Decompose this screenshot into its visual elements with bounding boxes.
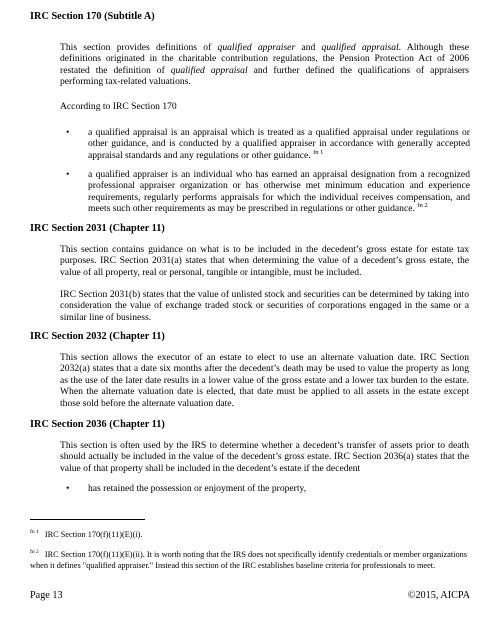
- copyright-notice: ©2015, AICPA: [407, 590, 470, 601]
- section-heading-2036: IRC Section 2036 (Chapter 11): [30, 419, 165, 430]
- section-170-paragraph: This section provides definitions of qualified appraiser and qualified appraisal. Although these definitions originated in the charitable contribution regulations, the Pension Protection Act of 2006 restated the definition of qualified appraisal and further defined the qualifications of appraisers performing tax-related valuations.: [60, 42, 469, 88]
- section-170-bullet-1: a qualified appraisal is an appraisal which is treated as a qualified appraisal under regulations or other guidance, and is conducted by a qualified appraiser in accordance with generally accepted appraisal standards and any regulations or other guidance. $^{fn 1}$: [88, 127, 470, 161]
- section-170-bullet-2: a qualified appraiser is an individual who has earned an appraisal designation from a recognized professional appraiser organization or has otherwise met minimum education and experience requirements, regularly performs appraisals for which the individual receives compensation, and meets such other requirements as may be prescribed in regulations or other guidance. $^{fn 2}$: [88, 169, 470, 215]
- section-2032-paragraph: This section allows the executor of an estate to elect to use an alternate valuation date. IRC Section 2032(a) states that a date six months after the decedent’s death may be used to value the property as long as the use of the later date results in a lower value of the gross estate and a lower tax burden to the estate. When the alternate valuation date is elected, that date must be applied to all assets in the estate except those sold before the alternate valuation date.: [60, 352, 469, 409]
- footnote-ref-1[interactable]: fn 1: [313, 148, 324, 156]
- footnote-divider: [30, 519, 145, 520]
- section-170-intro: According to IRC Section 170: [60, 101, 177, 112]
- bullet-marker: •: [66, 169, 70, 180]
- section-2036-bullet-1: has retained the possession or enjoyment of the property,: [88, 483, 307, 494]
- section-2036-paragraph: This section is often used by the IRS to determine whether a decedent’s transfer of assets prior to death should actually be included in the value of the decedent’s gross estate. IRC Section 2036(a) states that the value of that property shall be included in the decedent’s estate if the decedent: [60, 440, 469, 474]
- bullet-marker: •: [66, 127, 70, 138]
- section-heading-2032: IRC Section 2032 (Chapter 11): [30, 331, 165, 342]
- section-2031-paragraph-1: This section contains guidance on what is to be included in the decedent’s gross estate for estate tax purposes. IRC Section 2031(a) states that when determining the value of a decedent’s gross estate, the value of all property, real or personal, tangible or intangible, must be included.: [60, 244, 469, 278]
- section-heading-170: IRC Section 170 (Subtitle A): [30, 11, 155, 22]
- footnote-2: $^{fn 2}$ IRC Section 170(f)(11)(E)(ii). It is worth noting that the IRS does not specifically identify credentials or member organizations when it defines "qualified appraiser." Instead this section of the IRC establishes baseline criteria for professionals to meet.: [30, 549, 467, 570]
- section-heading-2031: IRC Section 2031 (Chapter 11): [30, 223, 165, 234]
- footnote-ref-2[interactable]: fn 2: [417, 202, 428, 210]
- page-number: Page 13: [30, 590, 63, 601]
- bullet-marker: •: [66, 483, 70, 494]
- footnote-1: $^{fn 1}$ IRC Section 170(f)(11)(E)(i).: [30, 529, 143, 539]
- section-2031-paragraph-2: IRC Section 2031(b) states that the value of unlisted stock and securities can be determined by taking into consideration the value of exchange traded stock or securities of corporations engaged in the same or a similar line of business.: [60, 289, 469, 323]
